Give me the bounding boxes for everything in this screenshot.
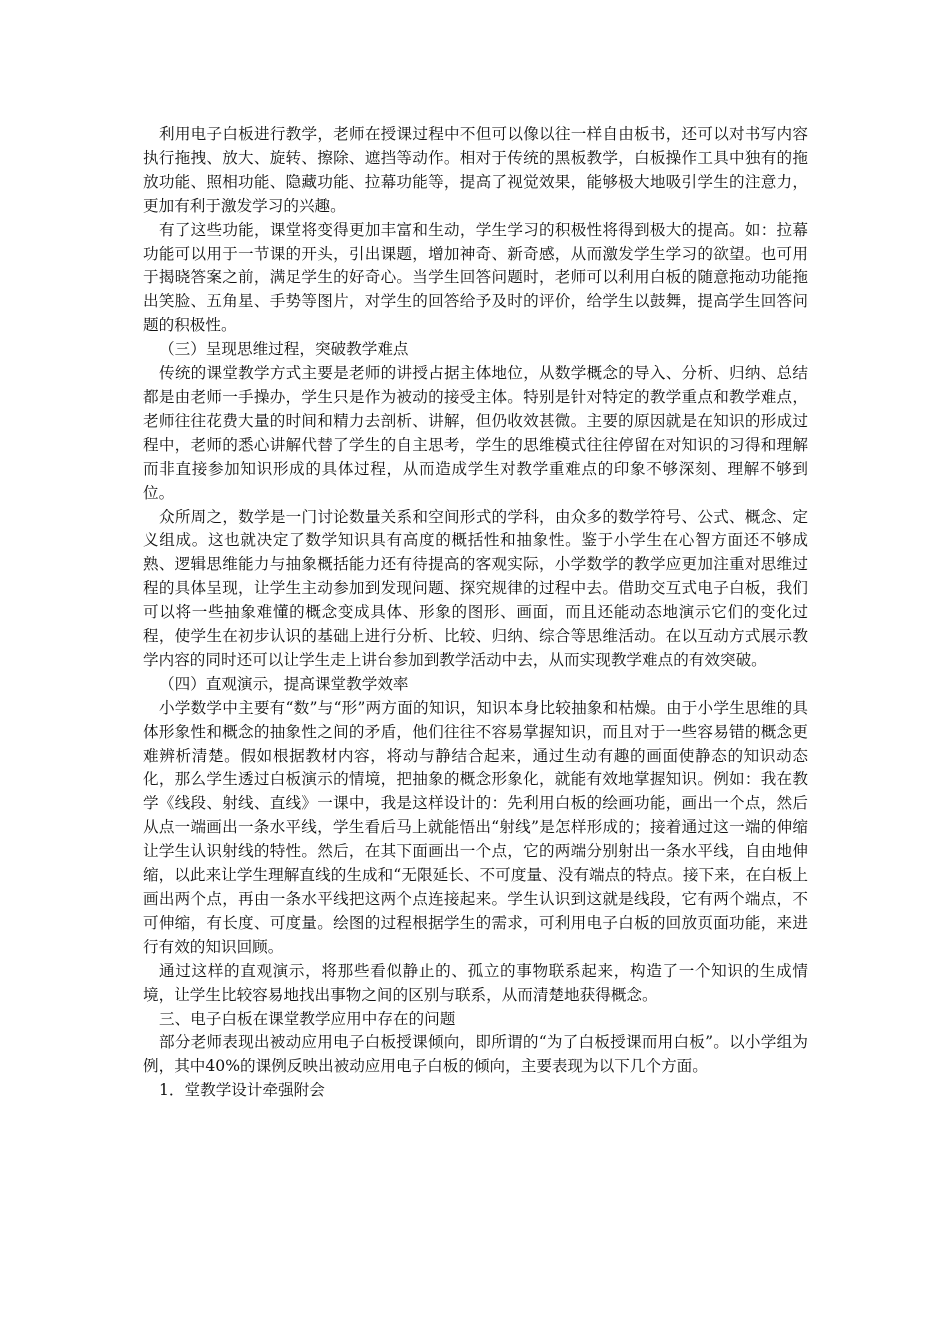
paragraph-classroom-enrichment: 有了这些功能，课堂将变得更加丰富和生动，学生学习的积极性将得到极大的提高。如：拉幕功能可以用于一节课的开头，引出课题，增加神奇、新奇感，从而激发学生学习的欲望。也可用于揭晓答案之前，满足学生的好奇心。当学生回答问题时，老师可以利用白板的随意拖动功能拖出笑脸、五角星、手势等图片，对学生的回答给予及时的评价，给学生以鼓舞，提高学生回答问题的积极性。 <box>143 220 808 335</box>
paragraph-math-abstraction: 众所周之，数学是一门讨论数量关系和空间形式的学科，由众多的数学符号、公式、概念、定义组成。这也就决定了数学知识具有高度的概括性和抽象性。鉴于小学生在心智方面还不够成熟、逻辑思维能力与抽象概括能力还有待提高的客观实际，小学数学的教学应更加注重对思维过程的具体呈现，让学生主动参加到发现问题、探究规律的过程中去。借助交互式电子白板，我们可以将一些抽象难懂的概念变成具体、形象的图形、画面，而且还能动态地演示它们的变化过程，使学生在初步认识的基础上进行分析、比较、归纳、综合等思维活动。在以互动方式展示教学内容的同时还可以让学生走上讲台参加到教学活动中去，从而实现教学难点的有效突破。 <box>143 507 808 669</box>
paragraph-line-segment-example: 小学数学中主要有“数”与“形”两方面的知识，知识本身比较抽象和枯燥。由于小学生思维的具体形象性和概念的抽象性之间的矛盾，他们往往不容易掌握知识，而且对于一些容易错的概念更难辨析清楚。假如根据教材内容，将动与静结合起来，通过生动有趣的画面使静态的知识动态化，那么学生透过白板演示的情境，把抽象的概念形象化，就能有效地掌握知识。例如：我在教学《线段、射线、直线》一课中，我是这样设计的：先利用白板的绘画功能，画出一个点，然后从点一端画出一条水平线，学生看后马上就能悟出“射线”是怎样形成的；接着通过这一端的伸缩让学生认识射线的特性。然后，在其下面画出一个点，它的两端分别射出一条水平线，自由地伸缩，以此来让学生理解直线的生成和“无限延长、不可度量、没有端点的特点。接下来，在白板上画出两个点，再由一条水平线把这两个点连接起来。学生认识到这就是线段，它有两个端点，不可伸缩，有长度、可度量。绘图的过程根据学生的需求，可利用电子白板的回放页面功能，来进行有效的知识回顾。 <box>143 698 808 956</box>
paragraph-demo-summary: 通过这样的直观演示，将那些看似静止的、孤立的事物联系起来，构造了一个知识的生成情境，让学生比较容易地找出事物之间的区别与联系，从而清楚地获得概念。 <box>143 961 808 1004</box>
section-heading-visual-demo: （四）直观演示，提高课堂教学效率 <box>159 674 409 693</box>
paragraph-traditional-teaching: 传统的课堂教学方式主要是老师的讲授占据主体地位，从数学概念的导入、分析、归纳、总结都是由老师一手操办，学生只是作为被动的接受主体。特别是针对特定的教学重点和教学难点，老师往往花费大量的时间和精力去剖析、讲解，但仍收效甚微。主要的原因就是在知识的形成过程中，老师的悉心讲解代替了学生的自主思考，学生的思维模式往往停留在对知识的习得和理解而非直接参加知识形成的具体过程，从而造成学生对教学重难点的印象不够深刻、理解不够到位。 <box>143 364 808 502</box>
paragraph-whiteboard-functions: 利用电子白板进行教学，老师在授课过程中不但可以像以往一样自由板书，还可以对书写内容执行拖拽、放大、旋转、擦除、遮挡等动作。相对于传统的黑板教学，白板操作工具中独有的拖放功能、照相功能、隐藏功能、拉幕功能等，提高了视觉效果，能够极大地吸引学生的注意力，更加有利于激发学习的兴趣。 <box>143 125 808 215</box>
list-item-heading-1: 1．堂教学设计牵强附会 <box>159 1081 325 1100</box>
document-page <box>143 123 808 1103</box>
section-heading-thinking-process: （三）呈现思维过程，突破教学难点 <box>159 340 409 359</box>
paragraph-passive-usage: 部分老师表现出被动应用电子白板授课倾向，即所谓的“为了白板授课而用白板”。以小学组为例，其中40%的课例反映出被动应用电子白板的倾向，主要表现为以下几个方面。 <box>143 1033 808 1076</box>
section-heading-problems: 三、电子白板在课堂教学应用中存在的问题 <box>159 1009 456 1028</box>
